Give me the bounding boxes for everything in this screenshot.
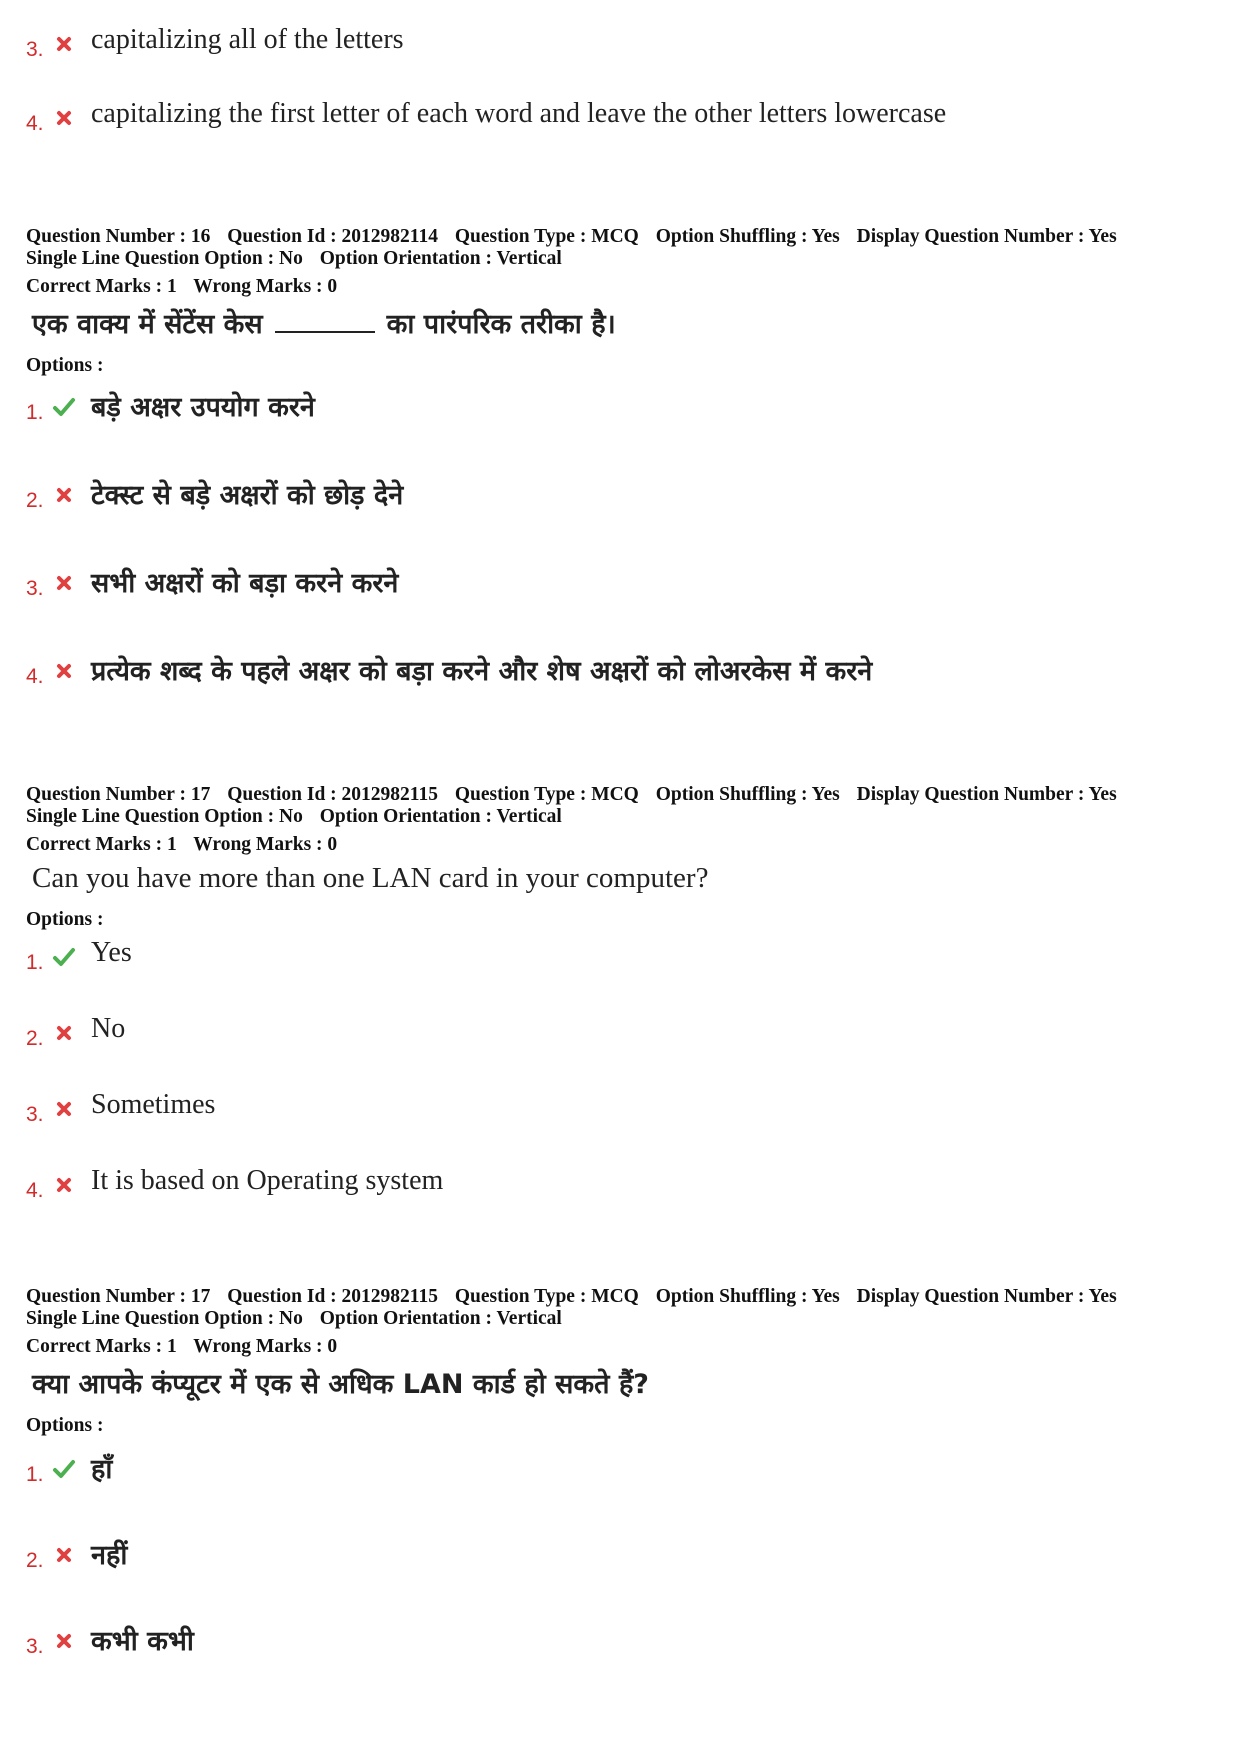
options-label: Options : bbox=[26, 1415, 104, 1436]
wrong-icon bbox=[52, 106, 76, 130]
correct-check-icon bbox=[52, 395, 76, 419]
option-row bbox=[26, 937, 1216, 977]
option-number: 2. bbox=[26, 1027, 44, 1050]
wrong-icon bbox=[52, 1097, 76, 1121]
question-block-17-en bbox=[26, 784, 1216, 1205]
question-block-16 bbox=[26, 226, 1216, 691]
option-text: कभी कभी bbox=[91, 1626, 194, 1657]
question-meta-line1: Question Number : 17 Question Id : 2012982115 Question Type : MCQ Option Shuffling : Yes Display Question Number : Yes bbox=[26, 1286, 1117, 1307]
option-row bbox=[26, 24, 1216, 64]
question-meta-line2: Single Line Question Option : No Option Orientation : Vertical bbox=[26, 1308, 562, 1329]
option-number: 1. bbox=[26, 1463, 44, 1486]
question-meta-line3: Correct Marks : 1 Wrong Marks : 0 bbox=[26, 834, 338, 855]
option-number: 3. bbox=[26, 38, 44, 61]
wrong-icon bbox=[52, 32, 76, 56]
option-row bbox=[26, 1013, 1216, 1053]
option-row bbox=[26, 563, 1216, 603]
option-row bbox=[26, 1089, 1216, 1129]
question-text: Can you have more than one LAN card in your computer? bbox=[32, 862, 709, 894]
option-number: 2. bbox=[26, 1549, 44, 1572]
option-row bbox=[26, 98, 1216, 138]
wrong-icon bbox=[52, 659, 76, 683]
option-number: 3. bbox=[26, 577, 44, 600]
option-row bbox=[26, 1535, 1216, 1575]
option-text: नहीं bbox=[91, 1540, 128, 1571]
wrong-icon bbox=[52, 483, 76, 507]
option-text: प्रत्येक शब्द के पहले अक्षर को बड़ा करने और शेष अक्षरों को लोअरकेस में करने bbox=[91, 656, 873, 687]
option-number: 1. bbox=[26, 951, 44, 974]
option-row bbox=[26, 475, 1216, 515]
question-meta-line1: Question Number : 17 Question Id : 2012982115 Question Type : MCQ Option Shuffling : Yes Display Question Number : Yes bbox=[26, 784, 1117, 805]
option-text: Yes bbox=[91, 937, 132, 968]
wrong-icon bbox=[52, 1021, 76, 1045]
option-row bbox=[26, 1621, 1216, 1661]
option-number: 2. bbox=[26, 489, 44, 512]
question-meta-line2: Single Line Question Option : No Option Orientation : Vertical bbox=[26, 806, 562, 827]
correct-check-icon bbox=[52, 945, 76, 969]
option-number: 4. bbox=[26, 112, 44, 135]
option-number: 4. bbox=[26, 1179, 44, 1202]
wrong-icon bbox=[52, 571, 76, 595]
option-number: 3. bbox=[26, 1103, 44, 1126]
option-text: Sometimes bbox=[91, 1089, 216, 1120]
options-label: Options : bbox=[26, 355, 104, 376]
question-meta-line3: Correct Marks : 1 Wrong Marks : 0 bbox=[26, 1336, 338, 1357]
options-label: Options : bbox=[26, 909, 104, 930]
option-row bbox=[26, 387, 1216, 427]
option-text: capitalizing all of the letters bbox=[91, 24, 404, 55]
question-text: एक वाक्य में सेंटेंस केस का पारंपरिक तरीका है। bbox=[32, 309, 616, 340]
option-text: हाँ bbox=[91, 1454, 113, 1485]
question-meta-line2: Single Line Question Option : No Option Orientation : Vertical bbox=[26, 248, 562, 269]
blank-line bbox=[275, 331, 375, 333]
question-meta-line3: Correct Marks : 1 Wrong Marks : 0 bbox=[26, 276, 338, 297]
option-row bbox=[26, 1449, 1216, 1489]
question-block-17-hi bbox=[26, 1286, 1216, 1661]
question-text: क्या आपके कंप्यूटर में एक से अधिक LAN कार्ड हो सकते हैं? bbox=[32, 1369, 649, 1400]
option-number: 1. bbox=[26, 401, 44, 424]
option-row bbox=[26, 651, 1216, 691]
wrong-icon bbox=[52, 1629, 76, 1653]
wrong-icon bbox=[52, 1173, 76, 1197]
option-text: टेक्स्ट से बड़े अक्षरों को छोड़ देने bbox=[91, 480, 404, 511]
option-text: capitalizing the first letter of each word and leave the other letters lowercase bbox=[91, 98, 947, 129]
option-row bbox=[26, 1165, 1216, 1205]
option-text: It is based on Operating system bbox=[91, 1165, 444, 1196]
correct-check-icon bbox=[52, 1457, 76, 1481]
question-meta-line1: Question Number : 16 Question Id : 2012982114 Question Type : MCQ Option Shuffling : Yes Display Question Number : Yes bbox=[26, 226, 1117, 247]
option-text: बड़े अक्षर उपयोग करने bbox=[91, 392, 315, 423]
option-number: 4. bbox=[26, 665, 44, 688]
option-number: 3. bbox=[26, 1635, 44, 1658]
prev-question-options bbox=[26, 24, 1216, 138]
option-text: No bbox=[91, 1013, 126, 1044]
option-text: सभी अक्षरों को बड़ा करने करने bbox=[91, 568, 399, 599]
wrong-icon bbox=[52, 1543, 76, 1567]
